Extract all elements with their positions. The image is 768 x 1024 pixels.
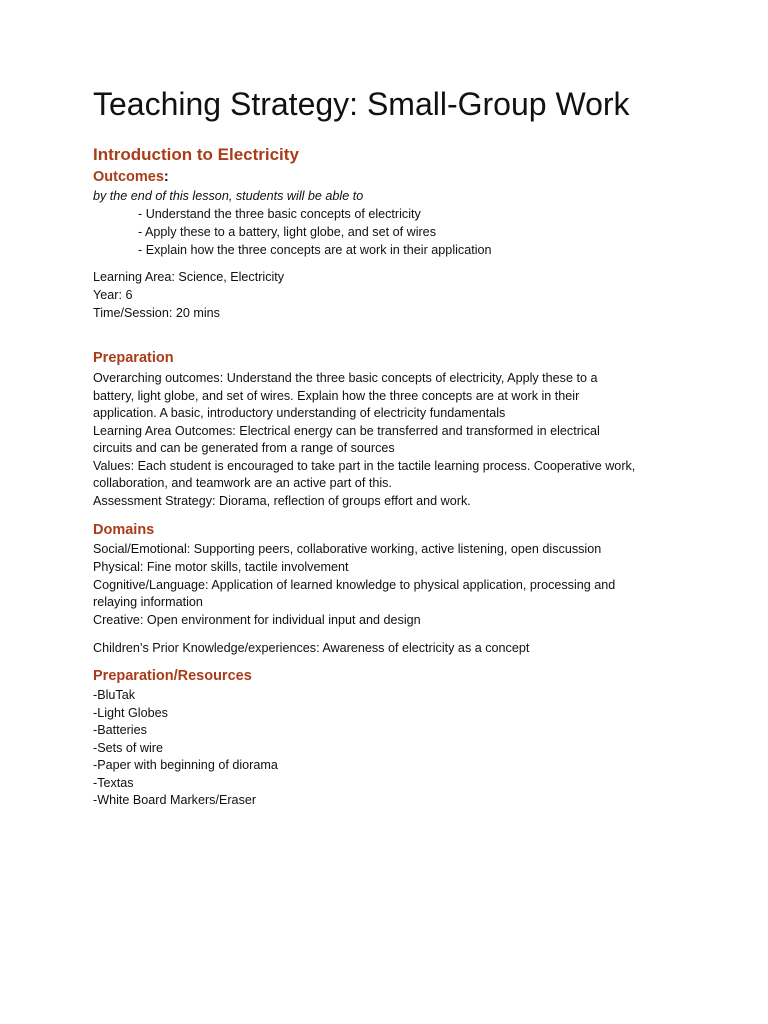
outcome-item: - Understand the three basic concepts of electricity [138, 207, 421, 221]
preparation-line: Values: Each student is encouraged to take part in the tactile learning process. Cooperative work, [93, 459, 636, 473]
resource-item: -Light Globes [93, 706, 168, 720]
preparation-line: collaboration, and teamwork are an active part of this. [93, 476, 392, 490]
resource-item: -BluTak [93, 688, 135, 702]
outcome-item: - Explain how the three concepts are at work in their application [138, 243, 492, 257]
outcomes-heading-colon: : [163, 169, 169, 185]
domains-line: Creative: Open environment for individual input and design [93, 613, 421, 627]
preparation-line: Assessment Strategy: Diorama, reflection of groups effort and work. [93, 494, 471, 508]
domains-heading: Domains [93, 522, 155, 538]
learning-area: Learning Area: Science, Electricity [93, 270, 285, 284]
preparation-heading: Preparation [93, 350, 174, 366]
outcome-item: - Apply these to a battery, light globe, and set of wires [138, 225, 436, 239]
domains-line: Physical: Fine motor skills, tactile involvement [93, 560, 349, 574]
page-title: Teaching Strategy: Small-Group Work [93, 86, 630, 122]
preparation-line: battery, light globe, and set of wires. Explain how the three concepts are at work in their [93, 389, 580, 403]
outcomes-heading [93, 169, 169, 185]
preparation-line: Overarching outcomes: Understand the three basic concepts of electricity, Apply these to a [93, 371, 598, 385]
time-session: Time/Session: 20 mins [93, 306, 220, 320]
resource-item: -Batteries [93, 723, 147, 737]
preparation-line: application. A basic, introductory understanding of electricity fundamentals [93, 406, 506, 420]
outcomes-heading-text: Outcomes [93, 169, 164, 185]
domains-line: relaying information [93, 595, 203, 609]
resource-item: -Paper with beginning of diorama [93, 758, 278, 772]
outcomes-intro: by the end of this lesson, students will be able to [93, 189, 364, 203]
resources-heading: Preparation/Resources [93, 668, 252, 684]
resource-item: -White Board Markers/Eraser [93, 793, 257, 807]
domains-line: Social/Emotional: Supporting peers, collaborative working, active listening, open discussion [93, 542, 602, 556]
preparation-line: Learning Area Outcomes: Electrical energy can be transferred and transformed in electrical [93, 424, 600, 438]
preparation-line: circuits and can be generated from a range of sources [93, 441, 395, 455]
resource-item: -Textas [93, 776, 134, 790]
year: Year: 6 [93, 288, 133, 302]
domains-line: Cognitive/Language: Application of learned knowledge to physical application, processing and [93, 578, 616, 592]
lesson-title: Introduction to Electricity [93, 145, 299, 164]
resource-item: -Sets of wire [93, 741, 163, 755]
prior-knowledge: Children’s Prior Knowledge/experiences: Awareness of electricity as a concept [93, 641, 530, 655]
